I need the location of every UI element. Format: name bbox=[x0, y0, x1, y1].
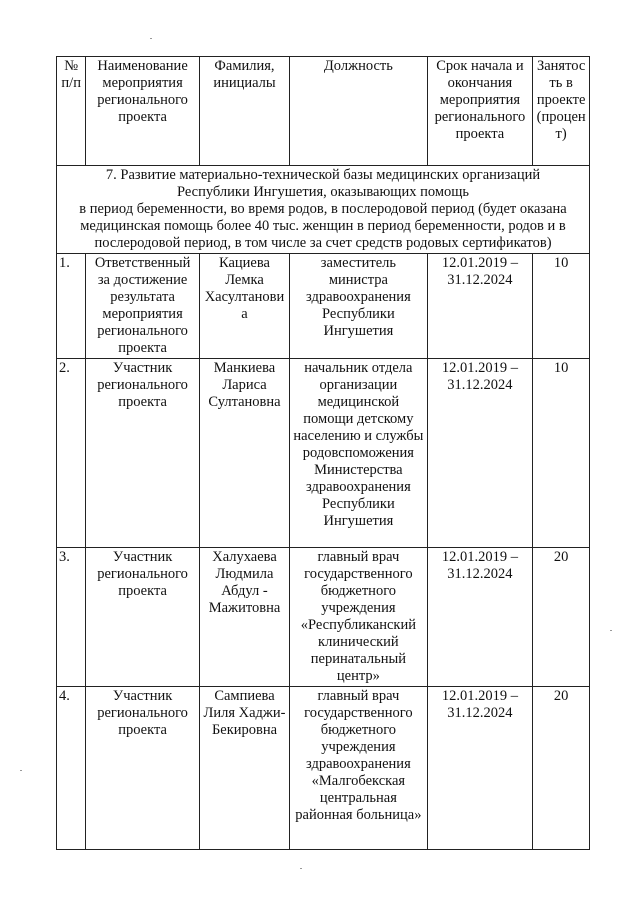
header-dates: Срок начала и окончания мероприятия регионального проекта bbox=[427, 57, 533, 166]
header-num: № п/п bbox=[57, 57, 86, 166]
row-fio: Сампиева Лиля Хаджи-Бекировна bbox=[199, 687, 289, 850]
row-fio: Халухаева Людмила Абдул - Мажитовна bbox=[199, 548, 289, 687]
row-dates: 12.01.2019 – 31.12.2024 bbox=[427, 254, 533, 359]
row-fio: Манкиева Лариса Султановна bbox=[199, 359, 289, 548]
row-percent: 10 bbox=[533, 359, 590, 548]
row-role: Участник регионального проекта bbox=[86, 687, 199, 850]
scan-speck bbox=[150, 38, 152, 39]
row-dates: 12.01.2019 – 31.12.2024 bbox=[427, 687, 533, 850]
section-title-line3: в период беременности, во время родов, в послеродовой период (будет оказана медицинская помощь более 40 тыс. женщин в период беременности, родов и в послеродовой период, в том числе за счет средств родовых сертификатов) bbox=[79, 201, 567, 251]
scan-speck bbox=[300, 868, 302, 869]
section-title bbox=[57, 166, 590, 254]
table-row bbox=[57, 548, 590, 687]
project-participants-table bbox=[56, 56, 590, 850]
row-percent: 10 bbox=[533, 254, 590, 359]
row-dates: 12.01.2019 – 31.12.2024 bbox=[427, 359, 533, 548]
table-header-row bbox=[57, 57, 590, 166]
section-row bbox=[57, 166, 590, 254]
scan-speck bbox=[20, 770, 22, 771]
row-position: главный врач государственного бюджетного учреждения «Республиканский клинический перинатальный центр» bbox=[290, 548, 427, 687]
row-role: Ответственный за достижение результата мероприятия регионального проекта bbox=[86, 254, 199, 359]
row-role: Участник регионального проекта bbox=[86, 548, 199, 687]
row-num: 4. bbox=[57, 687, 86, 850]
row-num: 3. bbox=[57, 548, 86, 687]
row-percent: 20 bbox=[533, 687, 590, 850]
table-row bbox=[57, 254, 590, 359]
row-position: начальник отдела организации медицинской помощи детскому населению и службы родовспоможения Министерства здравоохранения Республики Ингушетия bbox=[290, 359, 427, 548]
header-fio: Фамилия, инициалы bbox=[199, 57, 289, 166]
header-event-name: Наименование мероприятия регионального проекта bbox=[86, 57, 199, 166]
row-num: 2. bbox=[57, 359, 86, 548]
row-fio: Кациева Лемка Хасултанови а bbox=[199, 254, 289, 359]
row-percent: 20 bbox=[533, 548, 590, 687]
header-position: Должность bbox=[290, 57, 427, 166]
row-position: главный врач государственного бюджетного учреждения здравоохранения «Малгобекская центральная районная больница» bbox=[290, 687, 427, 850]
scan-speck bbox=[610, 630, 612, 631]
row-position: заместитель министра здравоохранения Республики Ингушетия bbox=[290, 254, 427, 359]
header-percent: Занятость в проекте (процент) bbox=[533, 57, 590, 166]
row-dates: 12.01.2019 – 31.12.2024 bbox=[427, 548, 533, 687]
section-title-line2: Республики Ингушетия, оказывающих помощь bbox=[176, 184, 470, 200]
row-role: Участник регионального проекта bbox=[86, 359, 199, 548]
row-num: 1. bbox=[57, 254, 86, 359]
table-row bbox=[57, 359, 590, 548]
table-row bbox=[57, 687, 590, 850]
section-title-line1: 7. Развитие материально-технической базы медицинских организаций bbox=[105, 167, 541, 183]
